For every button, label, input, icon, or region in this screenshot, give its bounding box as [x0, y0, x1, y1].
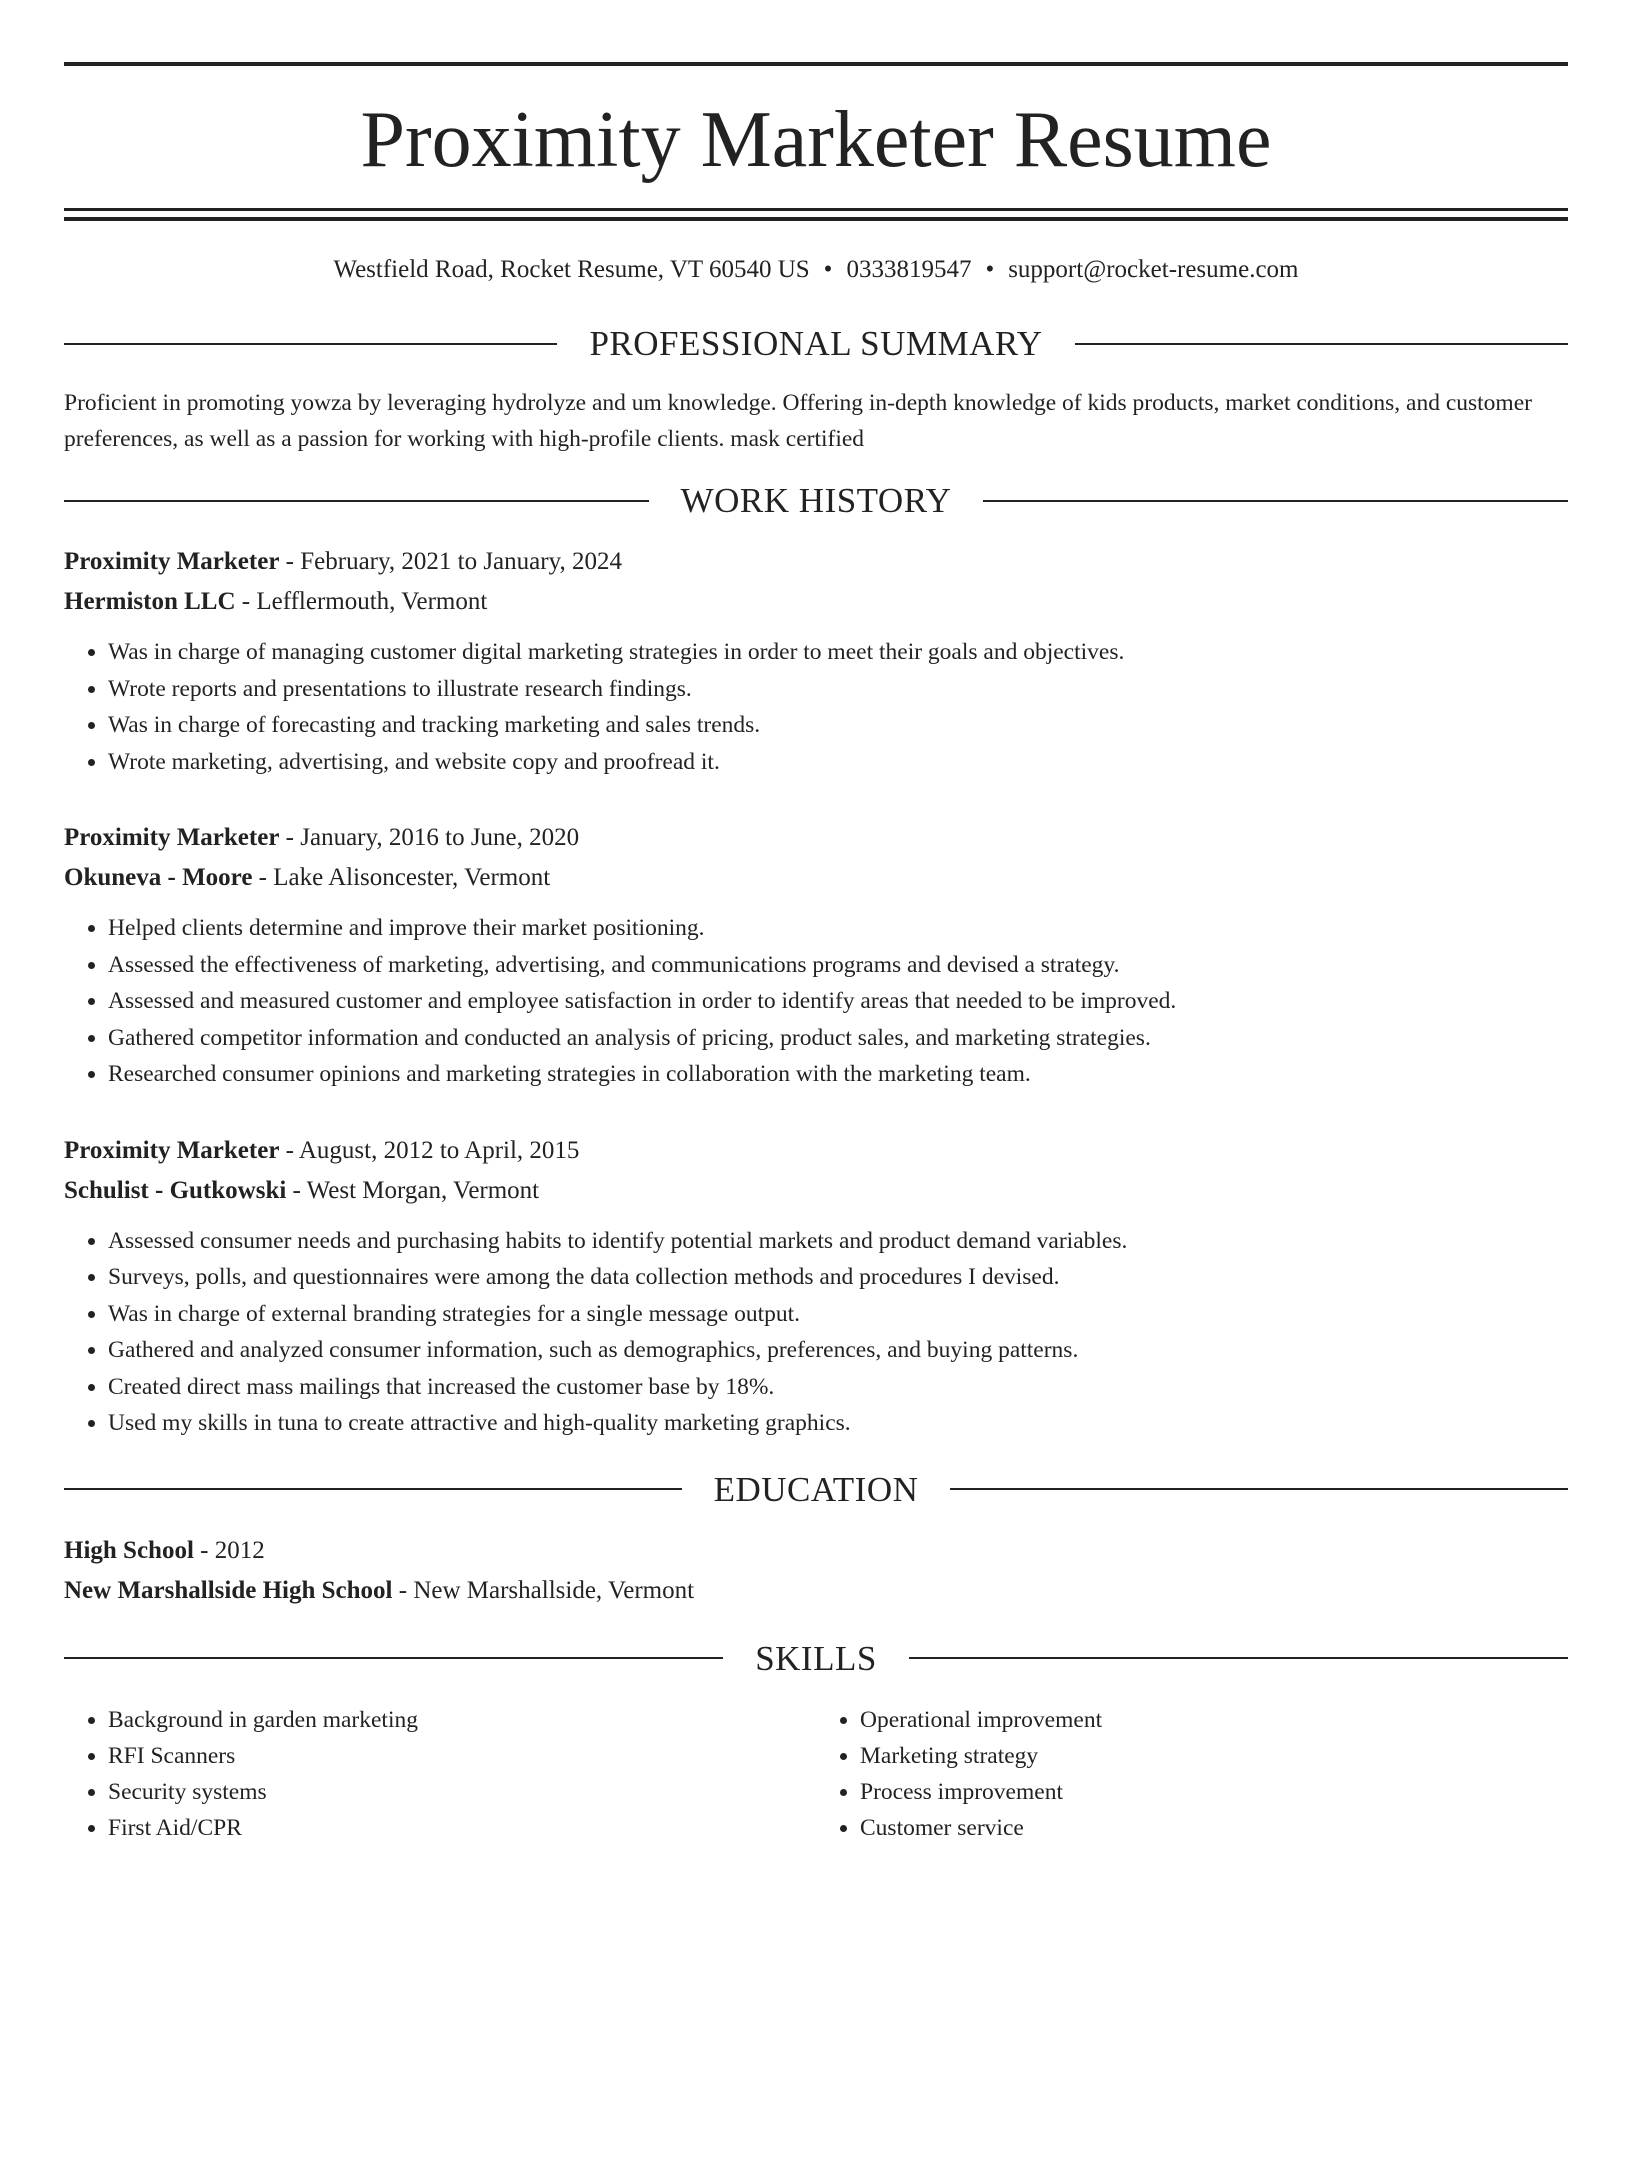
list-item: • Assessed and measured customer and employee satisfaction in order to identify areas that needed to be improved. — [108, 983, 1568, 1020]
work-heading: WORK HISTORY — [680, 481, 952, 520]
skills-heading: SKILLS — [755, 1638, 877, 1678]
list-item: • Was in charge of managing customer digital marketing strategies in order to meet their goals and objectives. — [108, 634, 1568, 671]
job-company: Hermiston LLC — [64, 588, 236, 615]
list-item: • Was in charge of external branding strategies for a single message output. — [108, 1296, 1568, 1333]
job-company-line — [64, 1171, 1568, 1211]
job-bullets — [64, 1223, 1568, 1442]
work-section-header — [64, 483, 1568, 518]
summary-text: Proficient in promoting yowza by leveraging hydrolyze and um knowledge. Offering in-depth knowledge of kids products, market conditions, and customer preferences, as well as a passion for working with high-profile clients. mask certified — [64, 390, 1532, 452]
contact-line — [64, 257, 1568, 282]
education-section-header — [64, 1469, 1568, 1509]
section-rule-right — [950, 1488, 1568, 1490]
list-item: • Used my skills in tuna to create attractive and high-quality marketing graphics. — [108, 1405, 1568, 1442]
skill-item: • Security systems — [108, 1774, 816, 1810]
skill-item: • Background in garden marketing — [108, 1702, 816, 1738]
skills-column-left — [64, 1702, 816, 1846]
job-dates: - August, 2012 to April, 2015 — [279, 1136, 580, 1164]
section-rule-right — [1075, 343, 1568, 345]
list-item: • Wrote reports and presentations to illustrate research findings. — [108, 671, 1568, 708]
job-location: - Lake Alisoncester, Vermont — [252, 864, 551, 891]
job-entry — [64, 542, 1568, 780]
title-rule-upper — [64, 208, 1568, 211]
skills-section-header — [64, 1638, 1568, 1678]
job-title: Proximity Marketer — [64, 548, 280, 575]
title-rule-lower — [64, 217, 1568, 221]
list-item: • Gathered competitor information and conducted an analysis of pricing, product sales, and marketing strategies. — [108, 1020, 1568, 1057]
education-location: - New Marshallside, Vermont — [392, 1576, 695, 1604]
summary-heading: PROFESSIONAL SUMMARY — [589, 324, 1043, 363]
job-location: - Lefflermouth, Vermont — [235, 588, 488, 615]
list-item: • Wrote marketing, advertising, and website copy and proofread it. — [108, 744, 1568, 781]
list-item: • Created direct mass mailings that increased the customer base by 18%. — [108, 1369, 1568, 1406]
job-bullets — [64, 910, 1568, 1093]
section-rule-right — [909, 1657, 1568, 1659]
list-item: • Helped clients determine and improve their market positioning. — [108, 910, 1568, 947]
skills-list — [64, 1702, 1568, 1846]
list-item: • Assessed consumer needs and purchasing habits to identify potential markets and product demand variables. — [108, 1223, 1568, 1260]
summary-section-header — [64, 326, 1568, 361]
contact-email[interactable]: support@rocket-resume.com — [1008, 256, 1299, 283]
contact-separator: • — [985, 256, 995, 283]
list-item: • Was in charge of forecasting and tracking marketing and sales trends. — [108, 707, 1568, 744]
list-item: • Researched consumer opinions and marketing strategies in collaboration with the marketing team. — [108, 1056, 1568, 1093]
resume-title: Proximity Marketer Resume — [360, 96, 1272, 184]
education-entry — [64, 1531, 1568, 1611]
job-location: - West Morgan, Vermont — [286, 1176, 540, 1204]
resume-page — [0, 62, 1632, 2174]
job-title: Proximity Marketer — [64, 824, 280, 851]
job-company: Okuneva - Moore — [64, 864, 253, 891]
job-company-line — [64, 582, 1568, 622]
skills-column-right — [816, 1702, 1568, 1846]
education-heading: EDUCATION — [713, 1469, 919, 1509]
section-rule-left — [64, 500, 649, 502]
job-bullets — [64, 634, 1568, 780]
job-title: Proximity Marketer — [64, 1136, 280, 1164]
job-title-line — [64, 818, 1568, 858]
job-dates: - February, 2021 to January, 2024 — [279, 548, 622, 575]
contact-separator: • — [823, 256, 833, 283]
job-title-line — [64, 542, 1568, 582]
list-item: • Gathered and analyzed consumer information, such as demographics, preferences, and buying patterns. — [108, 1332, 1568, 1369]
skill-item: • Process improvement — [860, 1774, 1568, 1810]
list-item: • Assessed the effectiveness of marketing, advertising, and communications programs and devised a strategy. — [108, 947, 1568, 984]
skill-item: • Customer service — [860, 1810, 1568, 1846]
job-dates: - January, 2016 to June, 2020 — [279, 824, 580, 851]
top-rule — [64, 62, 1568, 66]
job-entry — [64, 1131, 1568, 1442]
job-company: Schulist - Gutkowski — [64, 1176, 287, 1204]
education-degree-line — [64, 1531, 1568, 1571]
skill-item: • Operational improvement — [860, 1702, 1568, 1738]
education-school-line — [64, 1571, 1568, 1611]
section-rule-left — [64, 1657, 723, 1659]
section-rule-left — [64, 1488, 682, 1490]
section-rule-left — [64, 343, 557, 345]
job-entry — [64, 818, 1568, 1093]
education-year: - 2012 — [193, 1536, 265, 1564]
skill-item: • First Aid/CPR — [108, 1810, 816, 1846]
section-rule-right — [983, 500, 1568, 502]
job-company-line — [64, 858, 1568, 898]
job-title-line — [64, 1131, 1568, 1171]
skill-item: • RFI Scanners — [108, 1738, 816, 1774]
skill-item: • Marketing strategy — [860, 1738, 1568, 1774]
contact-address: Westfield Road, Rocket Resume, VT 60540 US — [333, 256, 810, 283]
contact-phone: 0333819547 — [846, 256, 972, 283]
education-school: New Marshallside High School — [64, 1576, 393, 1604]
education-degree: High School — [64, 1536, 194, 1564]
list-item: • Surveys, polls, and questionnaires were among the data collection methods and procedures I devised. — [108, 1259, 1568, 1296]
